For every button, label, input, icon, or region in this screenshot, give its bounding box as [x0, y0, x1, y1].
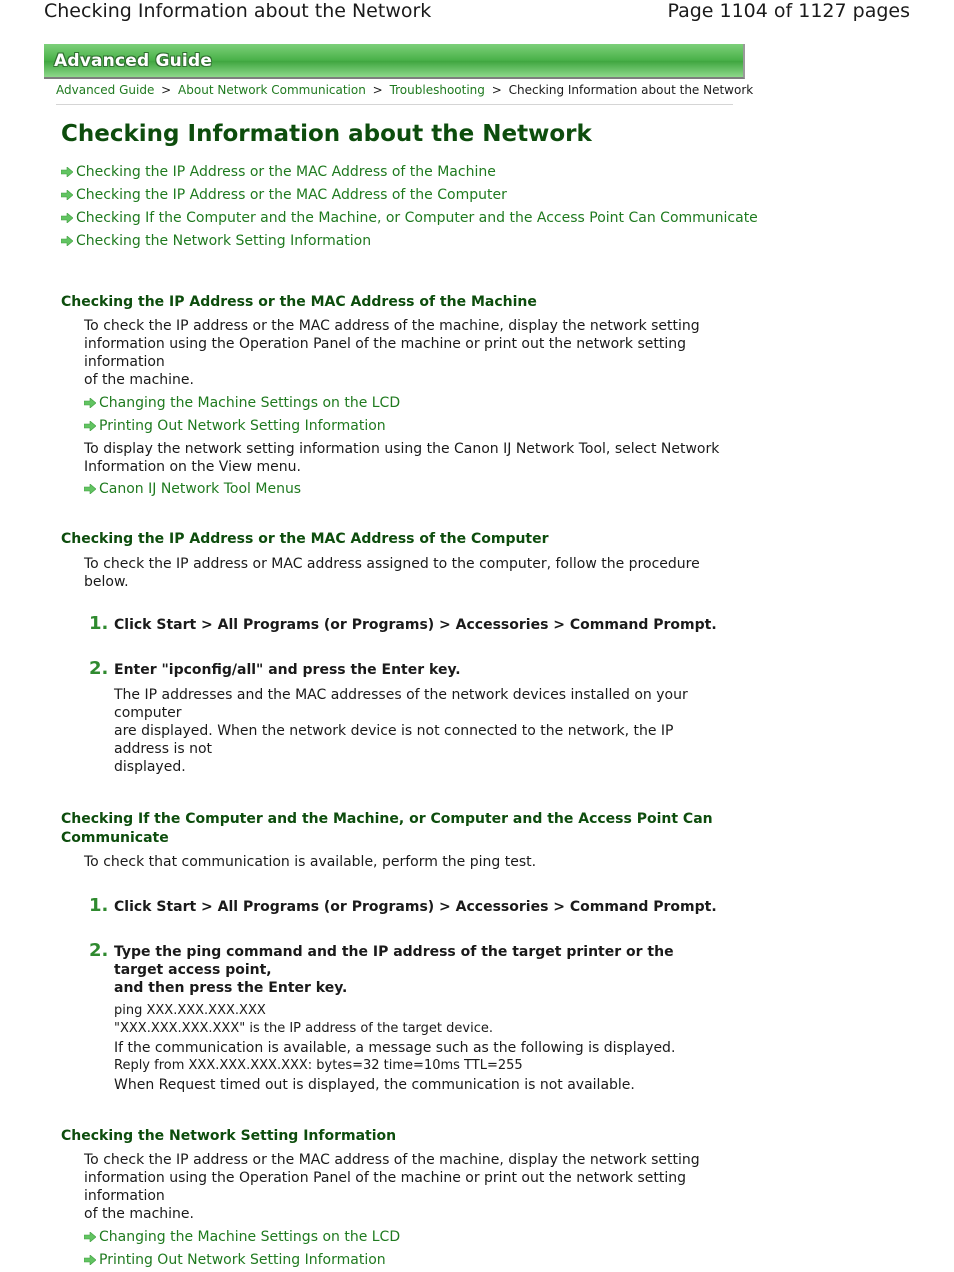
step-instruction: Enter "ipconfig/all" and press the Enter key. [114, 662, 461, 678]
banner-label: Advanced Guide [54, 51, 213, 71]
step-1 [89, 895, 721, 916]
text-line: and then press the Enter key. [114, 980, 348, 996]
section-body-communicate [84, 853, 721, 871]
link-label: Printing Out Network Setting Information [99, 1252, 386, 1268]
breadcrumb-separator: > [491, 83, 502, 97]
text-line: The IP addresses and the MAC addresses of the network devices installed on your computer [114, 687, 688, 721]
section-body-network-info [84, 1151, 721, 1272]
right-arrow-icon [84, 1255, 96, 1265]
section-heading-network-info: Checking the Network Setting Information [61, 1128, 397, 1144]
paragraph [84, 1151, 721, 1223]
toc-link-label: Checking the IP Address or the MAC Address of the Computer [76, 187, 507, 203]
breadcrumb-about-network-communication[interactable]: About Network Communication [178, 83, 366, 97]
step-instruction: Click Start > All Programs (or Programs) > Accessories > Command Prompt. [114, 617, 717, 633]
step-instruction [114, 943, 721, 997]
right-arrow-icon [84, 1232, 96, 1242]
text-line: Information on the View menu. [84, 459, 301, 475]
paragraph: To check the IP address or MAC address assigned to the computer, follow the procedure below. [84, 556, 700, 590]
right-arrow-icon [84, 398, 96, 408]
breadcrumb-advanced-guide[interactable]: Advanced Guide [56, 83, 155, 97]
text-line: of the machine. [84, 372, 194, 388]
step-2 [89, 940, 721, 1094]
text-line: of the machine. [84, 1206, 194, 1222]
text-line: information using the Operation Panel of the machine or print out the network setting information [84, 336, 687, 370]
step-number: 2. [89, 658, 109, 679]
breadcrumb [56, 83, 754, 105]
link-lcd-settings[interactable] [84, 392, 721, 415]
page-header [44, 0, 910, 28]
text-line: "XXX.XXX.XXX.XXX" is the IP address of the target device. [114, 1021, 493, 1036]
text-line: When Request timed out is displayed, the communication is not available. [114, 1077, 635, 1093]
paragraph: To check that communication is available, perform the ping test. [84, 854, 537, 870]
page-number: Page 1104 of 1127 pages [667, 0, 910, 22]
breadcrumb-troubleshooting[interactable]: Troubleshooting [389, 83, 485, 97]
right-arrow-icon [61, 236, 73, 246]
link-network-tool-menus[interactable] [84, 478, 721, 501]
link-label: Changing the Machine Settings on the LCD [99, 1229, 401, 1245]
page-title: Checking Information about the Network [61, 121, 592, 147]
link-label: Changing the Machine Settings on the LCD [99, 395, 401, 411]
breadcrumb-separator: > [161, 83, 172, 97]
toc-link-label: Checking the IP Address or the MAC Address of the Machine [76, 164, 496, 180]
right-arrow-icon [61, 167, 73, 177]
heading-line: Communicate [61, 830, 169, 846]
step-details [114, 686, 721, 776]
text-line: Type the ping command and the IP address of the target printer or the target access point, [114, 944, 674, 978]
text-line: displayed. [114, 759, 186, 775]
toc-link-computer[interactable] [61, 184, 721, 207]
link-lcd-settings[interactable] [84, 1226, 721, 1249]
section-heading-communicate [61, 810, 721, 848]
link-label: Printing Out Network Setting Information [99, 418, 386, 434]
breadcrumb-separator: > [372, 83, 383, 97]
text-line: If the communication is available, a message such as the following is displayed. [114, 1040, 676, 1056]
ping-command: ping XXX.XXX.XXX.XXX [114, 1003, 266, 1018]
right-arrow-icon [61, 213, 73, 223]
document-title: Checking Information about the Network [44, 0, 432, 22]
breadcrumb-current: Checking Information about the Network [508, 83, 754, 97]
right-arrow-icon [84, 484, 96, 494]
table-of-contents [61, 161, 758, 253]
step-number: 2. [89, 940, 109, 961]
section-heading-computer: Checking the IP Address or the MAC Address of the Computer [61, 531, 549, 547]
toc-link-label: Checking If the Computer and the Machine, or Computer and the Access Point Can Communicate [76, 210, 758, 226]
toc-link-machine[interactable] [61, 161, 721, 184]
ping-reply: Reply from XXX.XXX.XXX.XXX: bytes=32 time=10ms TTL=255 [114, 1058, 523, 1073]
link-print-network-info[interactable] [84, 1249, 721, 1272]
step-number: 1. [89, 613, 109, 634]
main-content [61, 118, 758, 1272]
toc-link-label: Checking the Network Setting Information [76, 233, 372, 249]
step-2 [89, 658, 721, 776]
paragraph [84, 440, 721, 476]
link-label: Canon IJ Network Tool Menus [99, 481, 302, 497]
toc-link-communicate[interactable] [61, 207, 758, 230]
link-print-network-info[interactable] [84, 415, 721, 438]
step-number: 1. [89, 895, 109, 916]
text-line: information using the Operation Panel of the machine or print out the network setting information [84, 1170, 687, 1204]
section-heading-machine: Checking the IP Address or the MAC Address of the Machine [61, 294, 537, 310]
step-instruction: Click Start > All Programs (or Programs) > Accessories > Command Prompt. [114, 899, 717, 915]
section-body-computer [84, 555, 721, 591]
text-line: To check the IP address or the MAC address of the machine, display the network setting [84, 318, 700, 334]
step-details [114, 1002, 721, 1094]
advanced-guide-banner [44, 44, 745, 79]
section-body-machine [84, 317, 721, 501]
text-line: To display the network setting information using the Canon IJ Network Tool, select Network [84, 441, 720, 457]
step-1 [89, 613, 721, 634]
right-arrow-icon [84, 421, 96, 431]
toc-link-network-info[interactable] [61, 230, 721, 253]
paragraph [84, 317, 721, 389]
text-line: are displayed. When the network device is not connected to the network, the IP address is not [114, 723, 674, 757]
heading-line: Checking If the Computer and the Machine, or Computer and the Access Point Can [61, 811, 713, 827]
text-line: To check the IP address or the MAC address of the machine, display the network setting [84, 1152, 700, 1168]
right-arrow-icon [61, 190, 73, 200]
